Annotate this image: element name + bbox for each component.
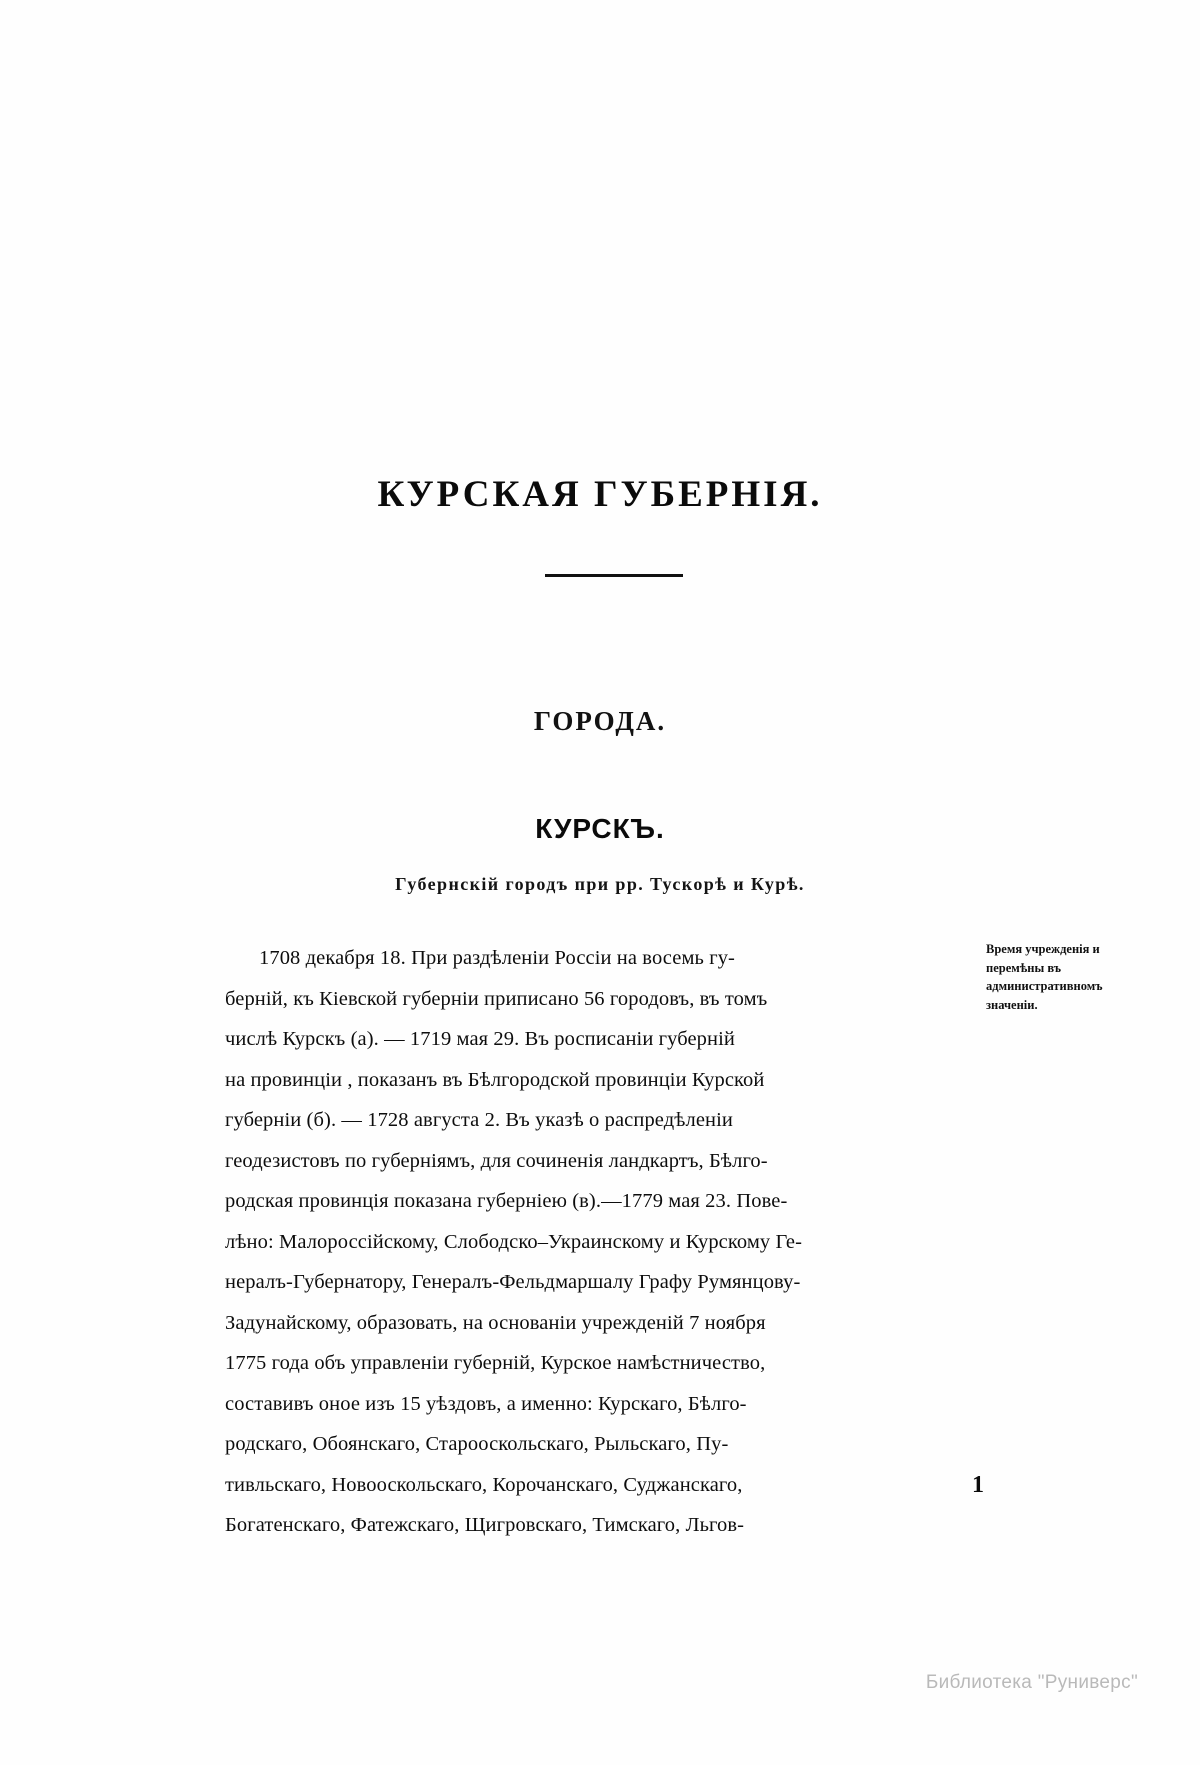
body-line: тивльскаго, Новооскольскаго, Корочанскаго, Суджанскаго, — [225, 1473, 743, 1496]
page-number: 1 — [972, 1472, 984, 1498]
body-line: нералъ-Губернатору, Генералъ-Фельдмаршалу Графу Румянцову- — [225, 1271, 801, 1293]
body-line — [225, 938, 983, 979]
body-line: Задунайскому, образовать, на основаніи учрежденій 7 ноября — [225, 1311, 766, 1334]
margin-note: Время учрежденія и перемѣны въ административномъ значеніи. — [986, 942, 1103, 1012]
city-title: КУРСКЪ. — [535, 813, 665, 844]
body-line: 1775 года объ управленіи губерній, Курское намѣстничество, — [225, 1352, 766, 1374]
subtitle: Губернскій городъ при рр. Тускорѣ и Курѣ. — [395, 874, 805, 894]
body-line: губерніи (б). — 1728 августа 2. Въ указѣ о распредѣленіи — [225, 1109, 733, 1131]
body-line-text: 1708 декабря 18. При раздѣленіи Россіи на восемь гу- — [259, 947, 735, 969]
body-line: Богатенскаго, Фатежскаго, Щигровскаго, Тимскаго, Льгов- — [225, 1514, 745, 1536]
body-line: родская провинція показана губерніею (в).—1779 мая 23. Пове- — [225, 1190, 788, 1212]
body-line: на провинціи , показанъ въ Бѣлгородской провинціи Курской — [225, 1068, 765, 1091]
body-line: числѣ Курскъ (а). — 1719 мая 29. Въ росписаніи губерній — [225, 1028, 735, 1050]
library-watermark: Библиотека "Руниверс" — [925, 1672, 1138, 1693]
body-line: берній, къ Кіевской губерніи приписано 56 городовъ, въ томъ — [225, 987, 768, 1010]
body-line: лѣно: Малороссійскому, Слободско–Украинскому и Курскому Ге- — [225, 1230, 803, 1253]
section-title: ГОРОДА. — [533, 706, 667, 737]
body-text — [225, 938, 983, 1546]
body-line: составивъ оное изъ 15 уѣздовъ, а именно: Курскаго, Бѣлго- — [225, 1392, 747, 1415]
page-title: КУРСКАЯ ГУБЕРНІЯ. — [377, 473, 823, 515]
divider-rule — [545, 574, 683, 577]
body-line: родскаго, Обоянскаго, Старооскольскаго, Рыльскаго, Пу- — [225, 1433, 729, 1455]
body-line: геодезистовъ по губерніямъ, для сочиненія ландкартъ, Бѣлго- — [225, 1149, 768, 1172]
